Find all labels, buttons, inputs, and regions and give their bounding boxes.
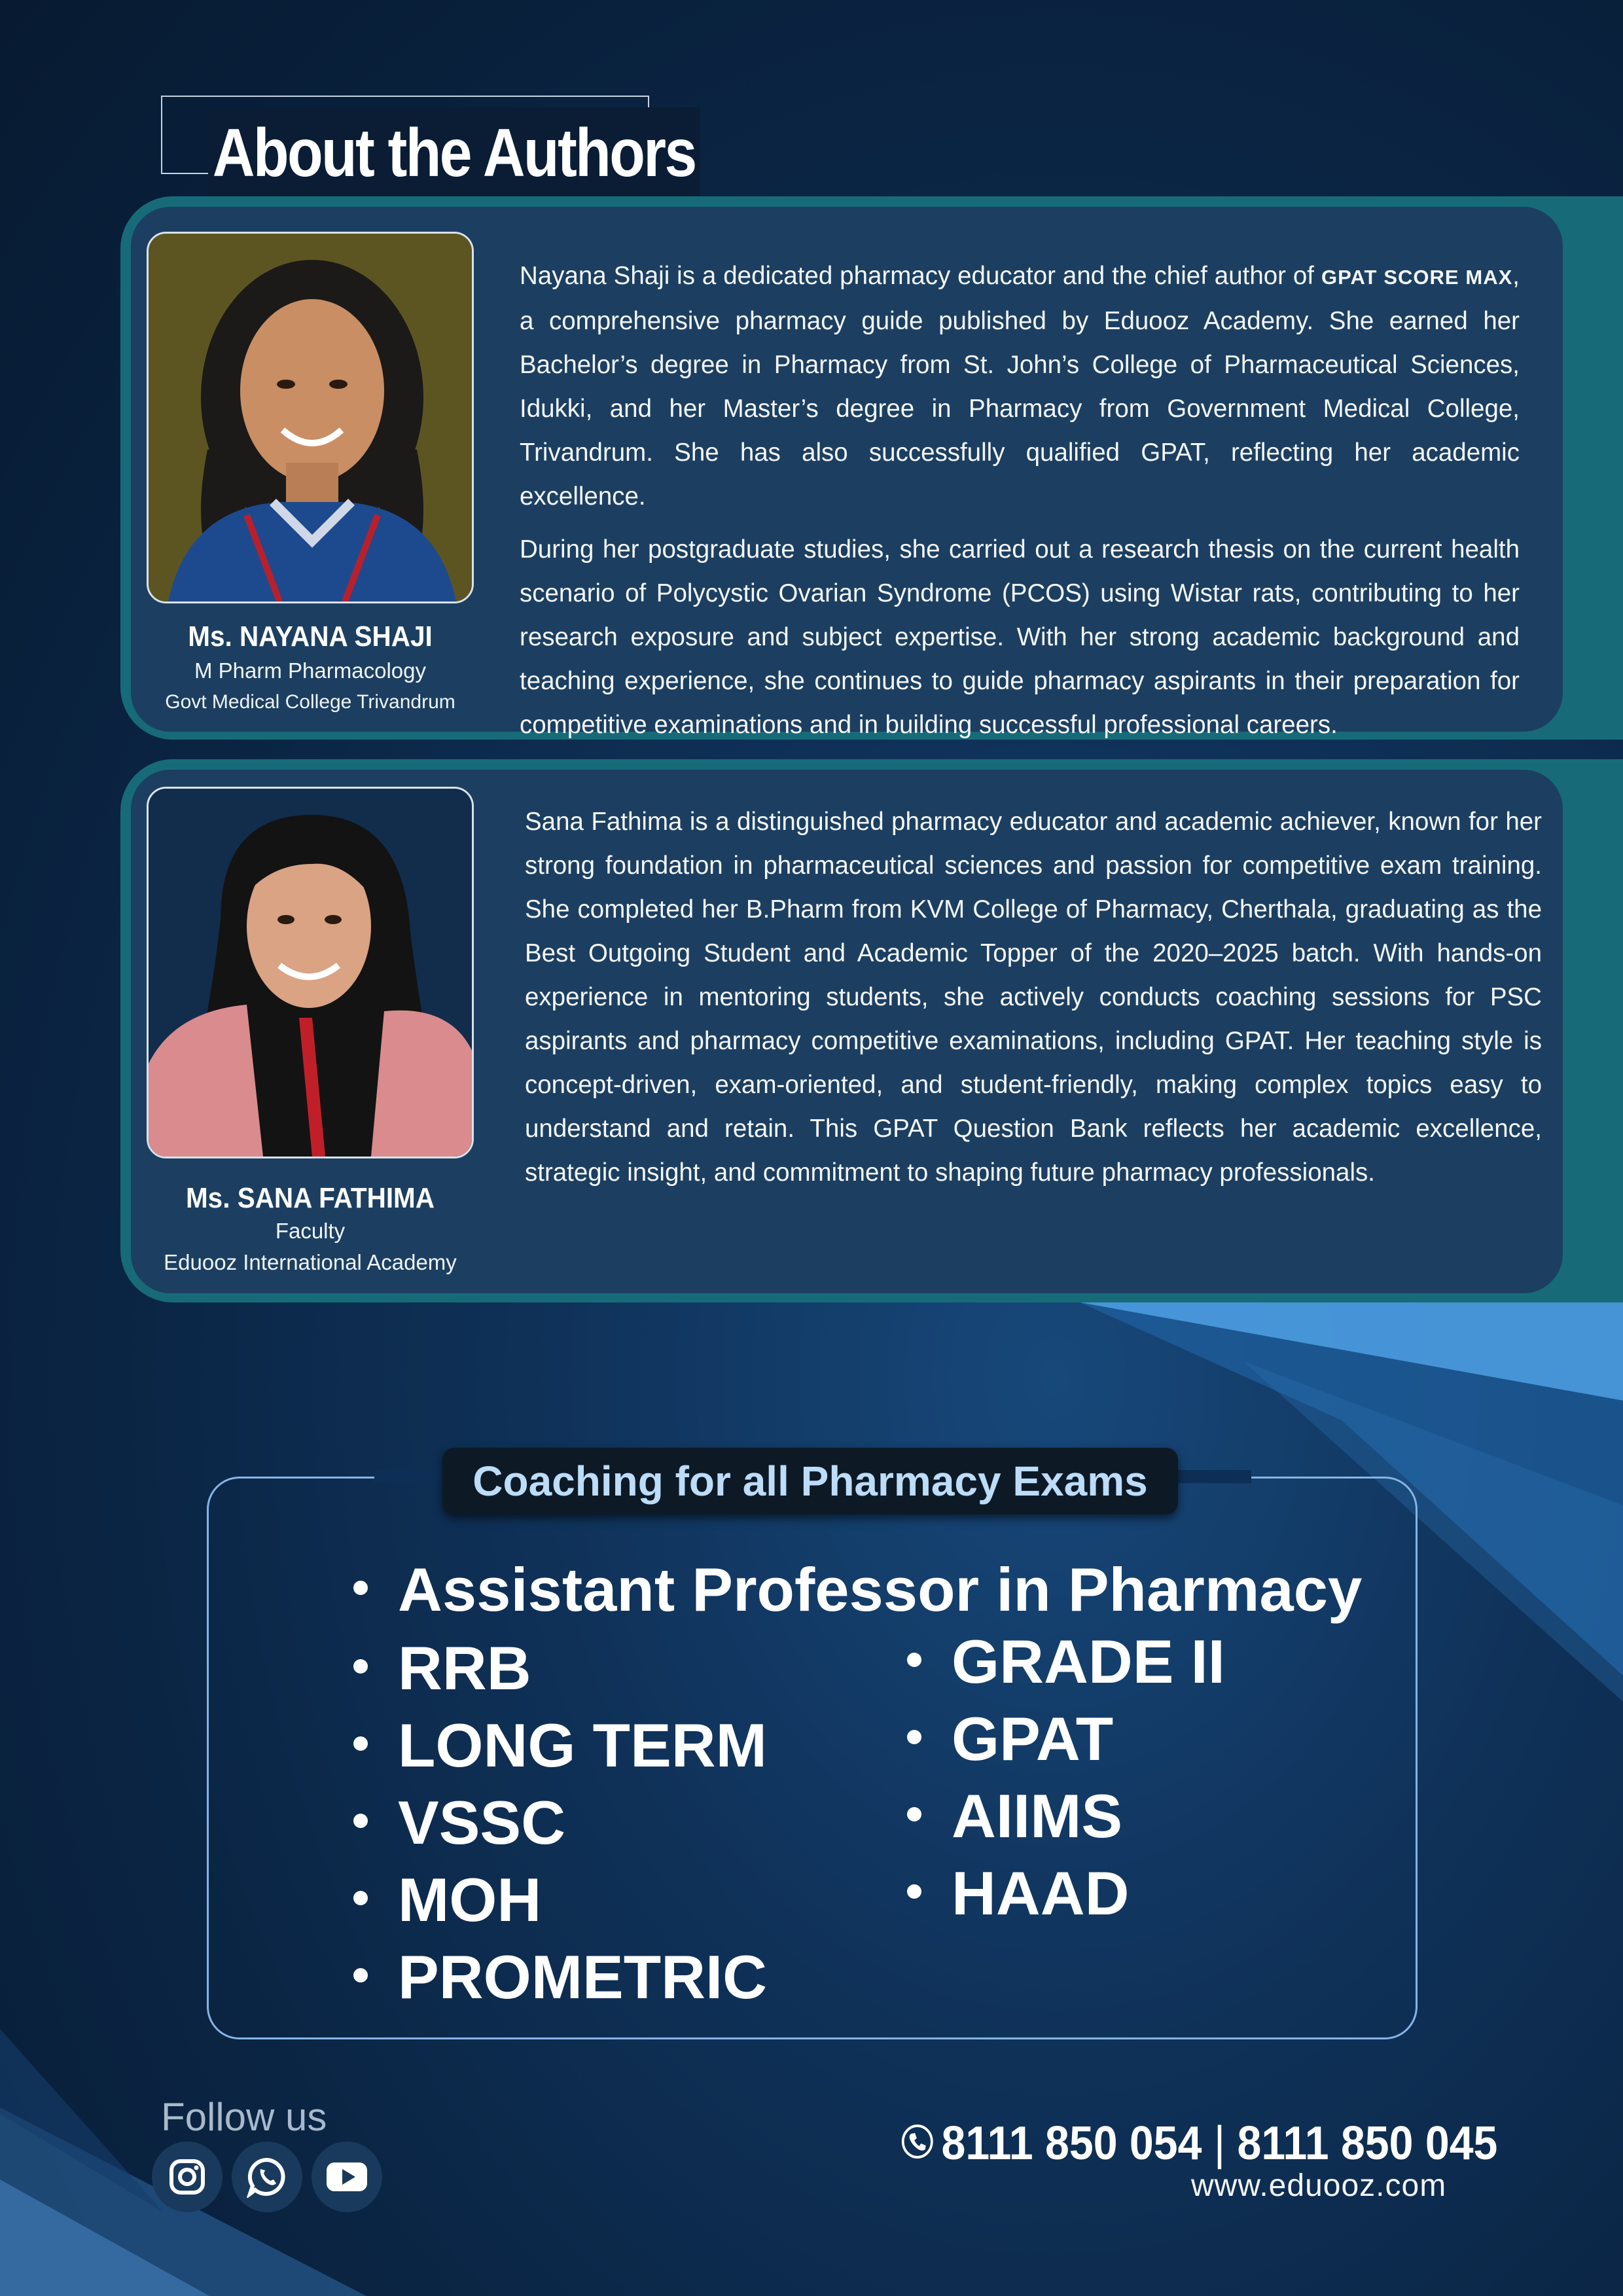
author-2-bio-paragraph-1: Sana Fathima is a distinguished pharmacy educator and academic achiever, known for her strong foundation in pharmaceutical sciences and passion for competitive exam training. She completed her B.Pharm from KVM College of Pharmacy, Cherthala, graduating as the Best Outgoing Student and Academic Topper of the 2020–2025 batch. With hands-on experience in mentoring students, she actively conducts coaching sessions for PSC aspirants and pharmacy competitive examinations, including GPAT. Her teaching style is concept-driven, exam-oriented, and student-friendly, making complex topics easy to understand and retain. This GPAT Question Bank reflects her academic excellence, strategic insight, and commitment to shaping future pharmacy professionals. — [525, 808, 1542, 1187]
portrait-image — [149, 234, 472, 601]
author-1-bio — [520, 254, 1520, 747]
bullet-icon — [907, 1807, 921, 1821]
author-1-name: Ms. NAYANA SHAJI — [188, 620, 433, 653]
whatsapp-icon[interactable] — [232, 2142, 302, 2212]
author-1-bio-paragraph-1: Nayana Shaji is a dedicated pharmacy educator and the chief author of GPAT SCORE MAX, a comprehensive pharmacy guide published by Eduooz Academy. She earned her Bachelor’s degree in Pharmacy from St. John’s College of Pharmaceutical Sciences, Idukki, and her Master’s degree in Pharmacy from Government Medical College, Trivandrum. She has also successfully qualified GPAT, reflecting her academic excellence. — [520, 262, 1520, 511]
follow-us-label: Follow us — [161, 2095, 327, 2139]
portrait-image — [149, 789, 472, 1157]
phone-numbers — [901, 2117, 1497, 2170]
bullet-icon — [353, 1736, 368, 1751]
bullet-icon — [353, 1891, 368, 1905]
author-1-photo — [147, 232, 474, 603]
phone-icon — [901, 2123, 935, 2160]
bullet-icon — [907, 1730, 921, 1744]
page-title: About the Authors — [208, 107, 700, 206]
bullet-icon — [353, 1581, 368, 1595]
exam-list-left — [353, 1632, 767, 2018]
instagram-icon[interactable] — [152, 2142, 223, 2212]
bullet-icon — [353, 1659, 368, 1674]
author-1-qualification: M Pharm Pharmacology — [194, 658, 426, 683]
phone-separator: | — [1213, 2117, 1226, 2170]
author-2-bio — [525, 800, 1542, 1194]
author-1-bio-paragraph-2: During her postgraduate studies, she carried out a research thesis on the current health scenario of Polycystic Ovarian Syndrome (PCOS) using Wistar rats, contributing to her research exposure and subject expertise. With her strong academic background and teaching experience, she continues to guide pharmacy aspirants in their preparation for competitive examinations and in building successful professional careers. — [520, 535, 1520, 739]
author-2-photo — [147, 787, 474, 1158]
author-2-qualification: Faculty — [275, 1219, 346, 1243]
youtube-icon[interactable] — [312, 2142, 382, 2212]
phone-1[interactable]: 8111 850 054 — [941, 2117, 1202, 2170]
exam-item: LONG TERM — [353, 1710, 767, 1787]
author-1-affiliation: Govt Medical College Trivandrum — [165, 691, 455, 713]
exam-item: HAAD — [907, 1857, 1225, 1935]
bullet-icon — [353, 1968, 368, 1982]
bullet-icon — [353, 1814, 368, 1828]
exam-item: MOH — [353, 1864, 767, 1941]
phone-2[interactable]: 8111 850 045 — [1237, 2117, 1498, 2170]
exam-headline: Assistant Professor in Pharmacy — [353, 1554, 1362, 1626]
exam-item: GRADE II — [907, 1626, 1225, 1703]
author-2-name: Ms. SANA FATHIMA — [185, 1182, 435, 1214]
coaching-title: Coaching for all Pharmacy Exams — [442, 1448, 1178, 1515]
book-title: GPAT SCORE MAX — [1321, 266, 1513, 289]
author-2-affiliation: Eduooz International Academy — [164, 1250, 457, 1274]
website-link[interactable]: www.eduooz.com — [1191, 2168, 1447, 2203]
exam-item: RRB — [353, 1632, 767, 1710]
exam-list-right — [907, 1627, 1225, 1941]
exam-item: VSSC — [353, 1787, 767, 1864]
exam-item: AIIMS — [907, 1780, 1225, 1857]
exam-item: GPAT — [907, 1703, 1225, 1780]
bullet-icon — [907, 1884, 921, 1899]
bullet-icon — [907, 1653, 921, 1667]
exam-item: PROMETRIC — [353, 1941, 767, 2018]
